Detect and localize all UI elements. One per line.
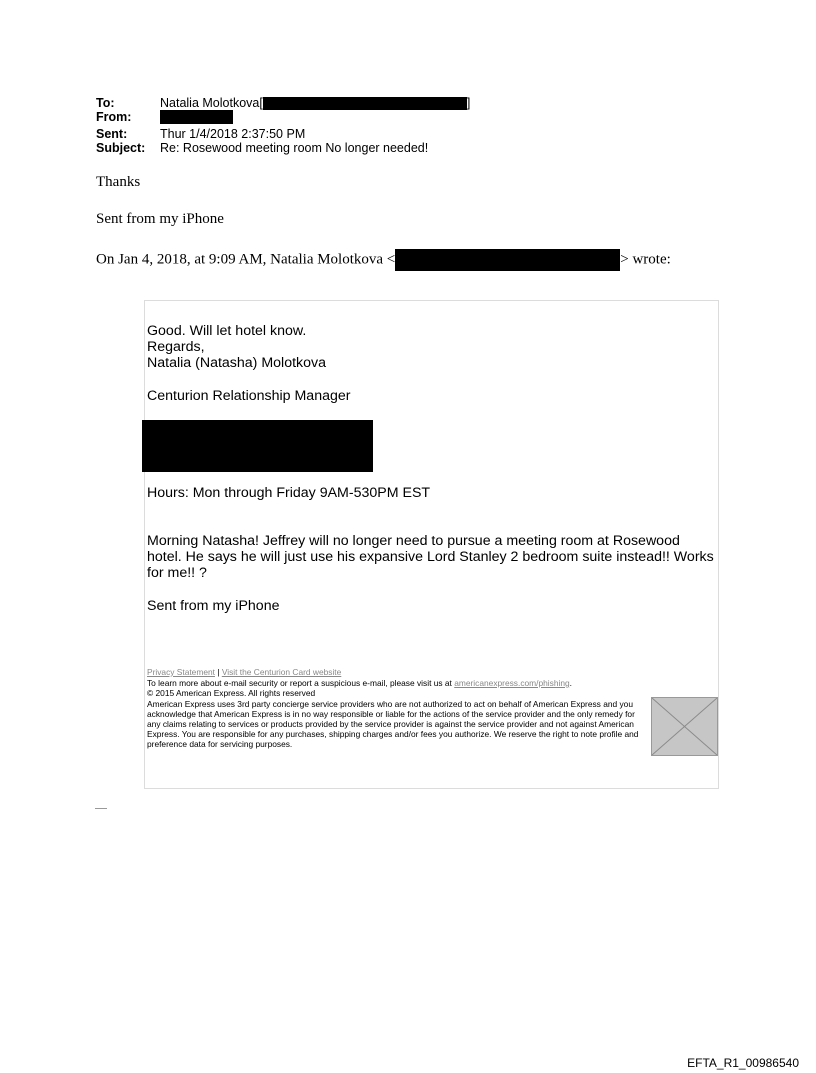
quote-intro-end: > wrote: [620, 251, 671, 268]
centurion-card-link[interactable]: Visit the Centurion Card website [221, 667, 342, 677]
privacy-link[interactable]: Privacy Statement [147, 667, 215, 677]
quoted-line-1: Good. Will let hotel know. [147, 323, 307, 339]
footer-links [147, 667, 645, 677]
quote-intro-text: On Jan 4, 2018, at 9:09 AM, Natalia Molotkova < [96, 251, 396, 268]
copyright: © 2015 American Express. All rights reserved [147, 688, 316, 698]
link-separator: | [214, 667, 222, 677]
quoted-message-text: Morning Natasha! Jeffrey will no longer need to pursue a meeting room at Rosewood hotel. He says he will just use his expansive Lord Stanley 2 bedroom suite instead!! Works for me!! ? [147, 533, 714, 581]
to-value [160, 97, 470, 110]
redaction-bar [160, 110, 233, 124]
quoted-line-2: Regards, [147, 339, 205, 355]
to-name: Natalia Molotkova[ [160, 96, 263, 110]
subject-label: Subject: [96, 141, 146, 155]
phishing-link[interactable]: americanexpress.com/phishing [454, 678, 570, 688]
sent-label: Sent: [96, 127, 128, 141]
reply-thanks: Thanks [96, 174, 141, 190]
from-label: From: [96, 110, 132, 124]
redaction-bar [263, 97, 467, 110]
disclaimer: American Express uses 3rd party concierge service providers who are not authorized to act on behalf of American Express and you acknowledge that American Express is in no way responsible or liable for the actions of the service provider and the only remedy for any claims relating to services or products provided by the service provider is against the service provider and not against American Express. You are responsible for any purchases, shipping charges and/or fees you authorize. We reserve the right to note profile and preference data for servicing purposes. [147, 699, 639, 749]
sent-value: Thur 1/4/2018 2:37:50 PM [160, 127, 306, 141]
quoted-signature: Sent from my iPhone [147, 598, 280, 614]
to-label: To: [96, 96, 115, 110]
quoted-message [144, 300, 719, 789]
quoted-hours: Hours: Mon through Friday 9AM-530PM EST [147, 485, 431, 501]
broken-image-icon [651, 697, 718, 756]
quoted-line-3: Natalia (Natasha) Molotkova [147, 355, 326, 371]
quote-intro [96, 249, 671, 271]
quoted-title: Centurion Relationship Manager [147, 388, 351, 404]
bates-number: EFTA_R1_00986540 [687, 1056, 799, 1070]
redaction-bar [142, 420, 373, 472]
security-notice [147, 678, 647, 688]
from-value [160, 110, 233, 124]
subject-value: Re: Rosewood meeting room No longer needed! [160, 141, 429, 155]
stray-mark [95, 805, 107, 809]
redaction-bar [395, 249, 620, 271]
reply-signature: Sent from my iPhone [96, 211, 224, 227]
email-header [96, 97, 516, 157]
security-text: To learn more about e-mail security or report a suspicious e-mail, please visit us at [147, 678, 455, 688]
security-end: . [569, 678, 572, 688]
to-bracket: ] [466, 96, 471, 110]
